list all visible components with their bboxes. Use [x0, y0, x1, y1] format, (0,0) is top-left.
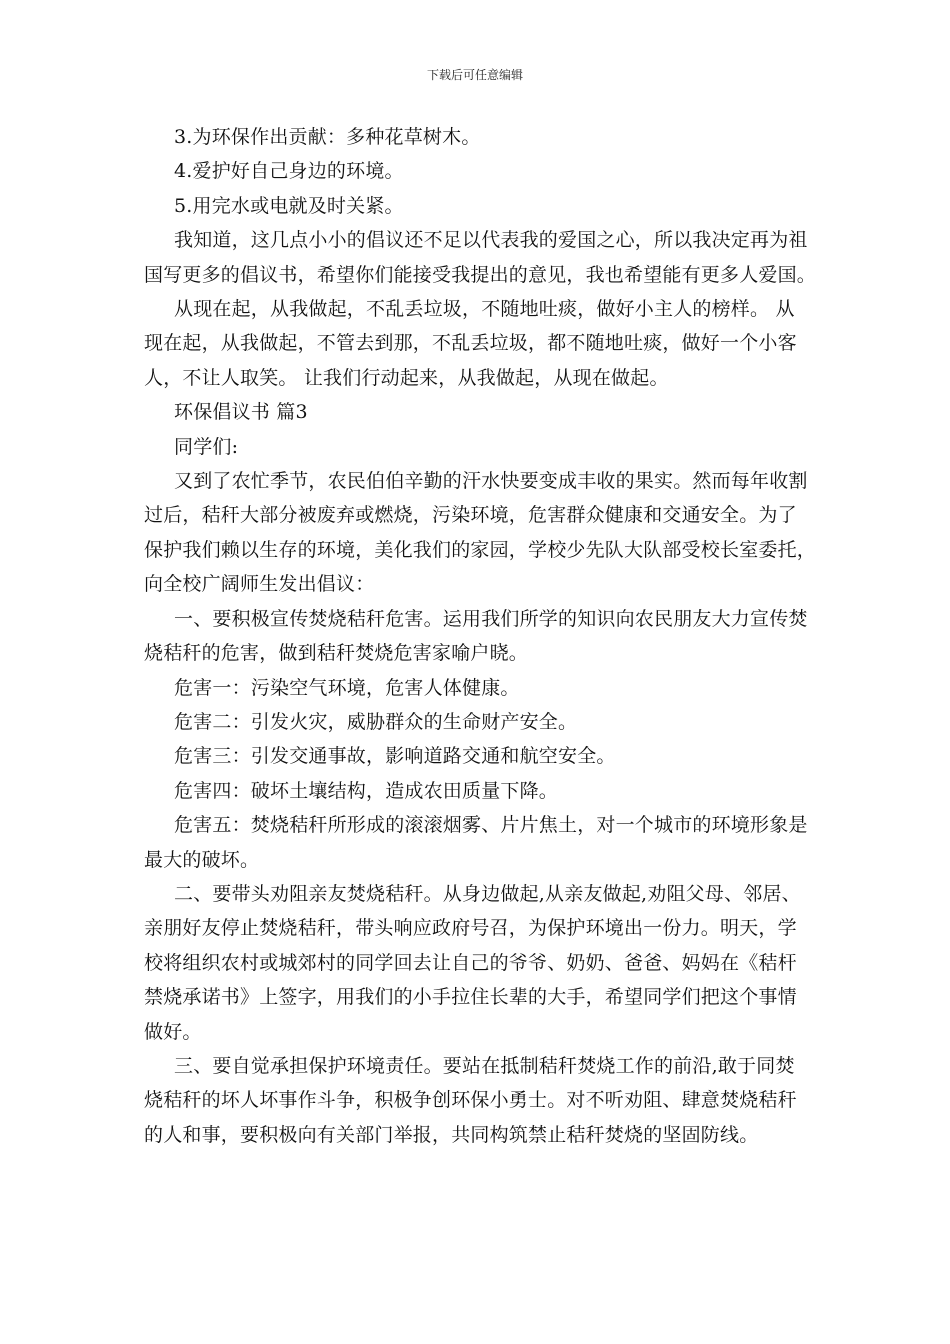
text-line: 烧秸秆的坏人坏事作斗争，积极争创环保小勇士。对不听劝阻、肆意焚烧秸秆: [144, 1089, 797, 1112]
text-line: 又到了农忙季节，农民伯伯辛勤的汗水快要变成丰收的果实。然而每年收割: [174, 470, 808, 493]
text-line: 3.为环保作出贡献：多种花草树木。: [174, 126, 481, 148]
text-line: 做好。: [144, 1020, 202, 1043]
text-line: 烧秸秆的危害，做到秸秆焚烧危害家喻户晓。: [144, 642, 529, 665]
document-body: [144, 120, 817, 1152]
text-line: 向全校广阔师生发出倡议：: [144, 573, 375, 596]
text-line: 危害三：引发交通事故，影响道路交通和航空安全。: [174, 745, 616, 768]
text-line: 国写更多的倡议书，希望你们能接受我提出的意见，我也希望能有更多人爱国。: [144, 263, 817, 286]
text-line: 危害四：破坏土壤结构，造成农田质量下降。: [174, 779, 559, 802]
text-line: 危害五：焚烧秸秆所形成的滚滚烟雾、片片焦土，对一个城市的环境形象是: [174, 814, 808, 837]
text-line: 人，不让人取笑。 让我们行动起来，从我做起，从现在做起。: [144, 366, 669, 389]
text-line: 的人和事，要积极向有关部门举报，共同构筑禁止秸秆焚烧的坚固防线。: [144, 1123, 759, 1146]
text-line: 保护我们赖以生存的环境，美化我们的家园，学校少先队大队部受校长室委托，: [144, 538, 817, 561]
text-line: 现在起，从我做起，不管去到那，不乱丢垃圾，都不随地吐痰，做好一个小客: [144, 332, 797, 355]
text-line: 我知道，这几点小小的倡议还不足以代表我的爱国之心，所以我决定再为祖: [174, 229, 808, 252]
page-header: 下载后可任意编辑: [426, 68, 523, 82]
text-line: 最大的破坏。: [144, 848, 260, 871]
text-line: 5.用完水或电就及时关紧。: [174, 194, 404, 217]
text-line: 亲朋好友停止焚烧秸秆，带头响应政府号召，为保护环境出一份力。明天，学: [144, 917, 797, 940]
text-line: 过后，秸秆大部分被废弃或燃烧，污染环境，危害群众健康和交通安全。为了: [144, 504, 797, 527]
text-line: 危害一：污染空气环境，危害人体健康。: [174, 676, 520, 699]
text-line: 一、要积极宣传焚烧秸秆危害。运用我们所学的知识向农民朋友大力宣传焚: [174, 607, 808, 630]
text-line: 4.爱护好自己身边的环境。: [174, 160, 404, 183]
salutation: 同学们:: [174, 435, 239, 458]
section-title: 环保倡议书 篇3: [174, 401, 308, 424]
text-line: 校将组织农村或城郊村的同学回去让自己的爷爷、奶奶、爸爸、妈妈在《秸杆: [144, 951, 797, 974]
text-line: 二、要带头劝阻亲友焚烧秸秆。从身边做起,从亲友做起,劝阻父母、邻居、: [174, 882, 801, 905]
text-line: 危害二：引发火灾，威胁群众的生命财产安全。: [174, 710, 578, 733]
text-line: 从现在起，从我做起，不乱丢垃圾，不随地吐痰，做好小主人的榜样。 从: [174, 298, 795, 321]
text-line: 三、要自觉承担保护环境责任。要站在抵制秸秆焚烧工作的前沿,敢于同焚: [174, 1054, 795, 1077]
text-line: 禁烧承诺书》上签字，用我们的小手拉住长辈的大手，希望同学们把这个事情: [144, 986, 797, 1009]
